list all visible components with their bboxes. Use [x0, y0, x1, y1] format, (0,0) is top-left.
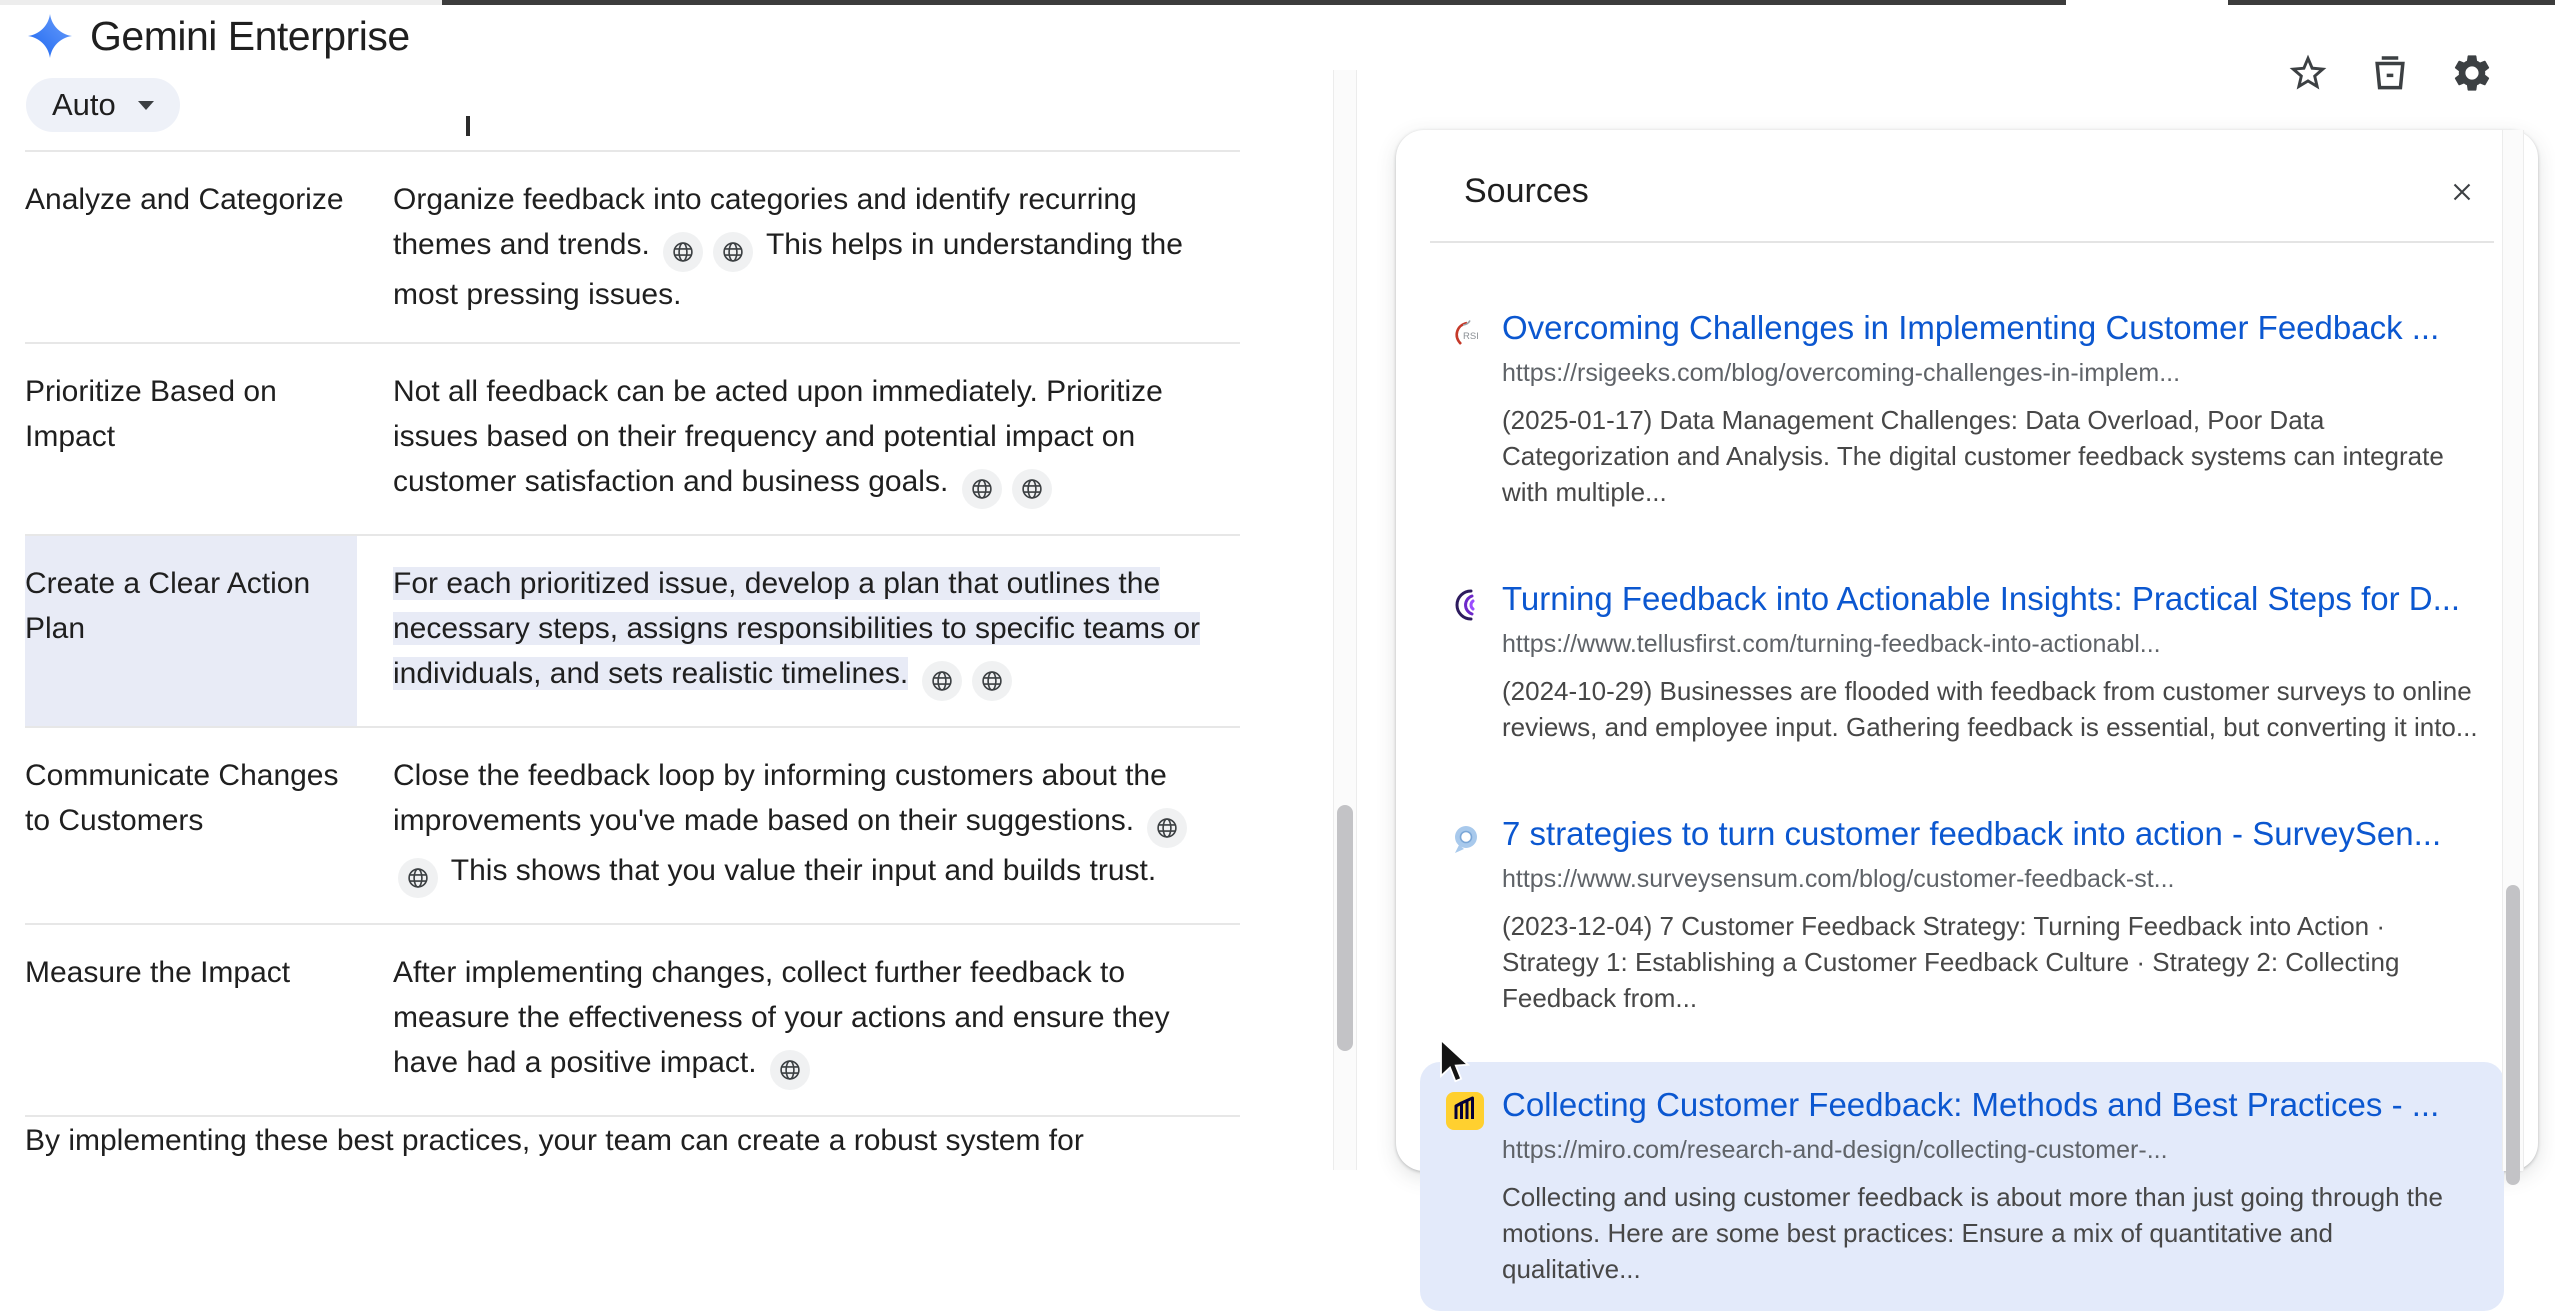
settings-button[interactable]	[2447, 48, 2497, 98]
archive-button[interactable]	[2365, 48, 2415, 98]
web-source-chip[interactable]	[922, 661, 962, 701]
globe-icon	[1154, 815, 1180, 841]
source-entry[interactable]	[1420, 791, 2504, 1040]
globe-icon	[670, 239, 696, 265]
window-edge-light	[0, 0, 442, 5]
source-title-link[interactable]: Collecting Customer Feedback: Methods and Best Practices - ...	[1502, 1086, 2440, 1123]
web-source-chip[interactable]	[398, 858, 438, 898]
globe-icon	[969, 476, 995, 502]
sources-scrollbar-track[interactable]	[2502, 130, 2524, 1171]
source-snippet: (2025-01-17) Data Management Challenges: Data Overload, Poor Data Categorization and Analysis. The digital customer feedback systems can integrate with multiple...	[1502, 405, 2444, 507]
source-snippet: (2024-10-29) Businesses are flooded with feedback from customer surveys to online reviews, and employee input. Gathering feedback is essential, but converting it into...	[1502, 676, 2478, 742]
web-source-chip[interactable]	[1012, 469, 1052, 509]
gemini-sparkle-icon	[26, 12, 74, 60]
text-fragment	[466, 116, 470, 136]
app-title: Gemini Enterprise	[90, 12, 410, 59]
favorite-button[interactable]	[2283, 48, 2333, 98]
row-value-text: Close the feedback loop by informing customers about the improvements you've made based on their suggestions.	[393, 759, 1167, 837]
web-source-chip[interactable]	[663, 232, 703, 272]
table-row	[25, 728, 1240, 925]
globe-icon	[777, 1057, 803, 1083]
web-source-chip[interactable]	[770, 1050, 810, 1090]
row-value	[393, 728, 1238, 923]
speech-bubble-favicon	[1446, 821, 1484, 859]
row-value	[393, 152, 1238, 342]
row-label: Measure the Impact	[25, 956, 291, 989]
source-title-link[interactable]: Turning Feedback into Actionable Insights: Practical Steps for D...	[1502, 580, 2461, 617]
sources-scrollbar-thumb[interactable]	[2506, 885, 2520, 1185]
svg-text:RSI: RSI	[1463, 331, 1479, 342]
row-label: Communicate Changes to Customers	[25, 759, 339, 837]
arcs-favicon	[1446, 586, 1484, 624]
archive-icon	[2368, 51, 2412, 95]
miro-favicon	[1446, 1092, 1484, 1130]
best-practices-table	[25, 150, 1240, 1117]
header-actions	[2283, 48, 2497, 98]
row-value	[393, 344, 1238, 534]
web-source-chip[interactable]	[962, 469, 1002, 509]
sources-panel	[1396, 130, 2538, 1284]
row-value	[393, 925, 1238, 1115]
model-selector[interactable]	[26, 78, 180, 132]
globe-icon	[405, 865, 431, 891]
content-scrollbar-thumb[interactable]	[1337, 805, 1353, 1051]
sources-panel-title: Sources	[1464, 172, 1589, 210]
source-entry-text	[1502, 580, 2478, 745]
rsi-favicon	[1446, 315, 1484, 353]
window-edge-dark-right	[2228, 0, 2555, 5]
close-icon	[2447, 177, 2477, 207]
model-selector-label: Auto	[52, 87, 116, 122]
row-value-text: Not all feedback can be acted upon immediately. Prioritize issues based on their frequency and potential impact on customer satisfaction and business goals.	[393, 375, 1163, 498]
row-value	[393, 536, 1238, 726]
source-url: https://www.surveysensum.com/blog/customer-feedback-st...	[1502, 865, 2175, 893]
web-source-chip[interactable]	[1147, 808, 1187, 848]
row-label: Analyze and Categorize	[25, 183, 344, 216]
source-entry-text	[1502, 1086, 2478, 1287]
row-value-text: After implementing changes, collect further feedback to measure the effectiveness of your actions and ensure they have had a positive impact.	[393, 956, 1170, 1079]
row-label: Prioritize Based on Impact	[25, 375, 277, 453]
web-source-chip[interactable]	[972, 661, 1012, 701]
row-value-text: Organize feedback into categories and identify recurring themes and trends.	[393, 183, 1137, 261]
content-scrollbar-track[interactable]	[1333, 70, 1357, 1170]
source-title-link[interactable]: 7 strategies to turn customer feedback into action - SurveySen...	[1502, 815, 2442, 852]
sources-list	[1396, 243, 2538, 1311]
closing-paragraph: By implementing these best practices, your team can create a robust system for	[25, 1124, 1084, 1157]
row-value-text: For each prioritized issue, develop a plan that outlines the necessary steps, assigns responsibilities to specific teams or individuals, and sets realistic timelines.	[393, 567, 1201, 690]
globe-icon	[1019, 476, 1045, 502]
table-row	[25, 925, 1240, 1117]
close-sources-button[interactable]	[2444, 174, 2480, 210]
window-edge-dark-left	[442, 0, 2066, 5]
globe-icon	[720, 239, 746, 265]
star-icon	[2286, 51, 2330, 95]
source-url: https://rsigeeks.com/blog/overcoming-challenges-in-implem...	[1502, 359, 2181, 387]
table-row	[25, 344, 1240, 536]
source-url: https://www.tellusfirst.com/turning-feedback-into-actionabl...	[1502, 630, 2161, 658]
source-snippet: (2023-12-04) 7 Customer Feedback Strategy: Turning Feedback into Action · Strategy 1: Establishing a Customer Feedback Culture · Strategy 2: Collecting Feedback from...	[1502, 911, 2400, 1013]
source-entry-text	[1502, 815, 2478, 1016]
app-header	[26, 12, 410, 60]
source-entry[interactable]	[1420, 556, 2504, 769]
row-value-text: This helps in understanding the most pressing issues.	[393, 228, 1183, 311]
sources-panel-header	[1396, 130, 2538, 241]
table-row	[25, 152, 1240, 344]
chevron-down-icon	[138, 101, 154, 110]
source-snippet: Collecting and using customer feedback is about more than just going through the motions. Here are some best practices: Ensure a mix of quantitative and qualitative...	[1502, 1182, 2443, 1284]
source-url: https://miro.com/research-and-design/collecting-customer-...	[1502, 1136, 2168, 1164]
source-entry[interactable]	[1420, 285, 2504, 534]
row-label: Create a Clear Action Plan	[25, 536, 357, 726]
globe-icon	[979, 668, 1005, 694]
source-entry-text	[1502, 309, 2478, 510]
web-source-chip[interactable]	[713, 232, 753, 272]
source-entry[interactable]	[1420, 1062, 2504, 1311]
globe-icon	[929, 668, 955, 694]
settings-icon	[2450, 51, 2494, 95]
row-value-text: This shows that you value their input and builds trust.	[450, 854, 1157, 887]
source-title-link[interactable]: Overcoming Challenges in Implementing Customer Feedback ...	[1502, 309, 2440, 346]
table-row	[25, 536, 1240, 728]
